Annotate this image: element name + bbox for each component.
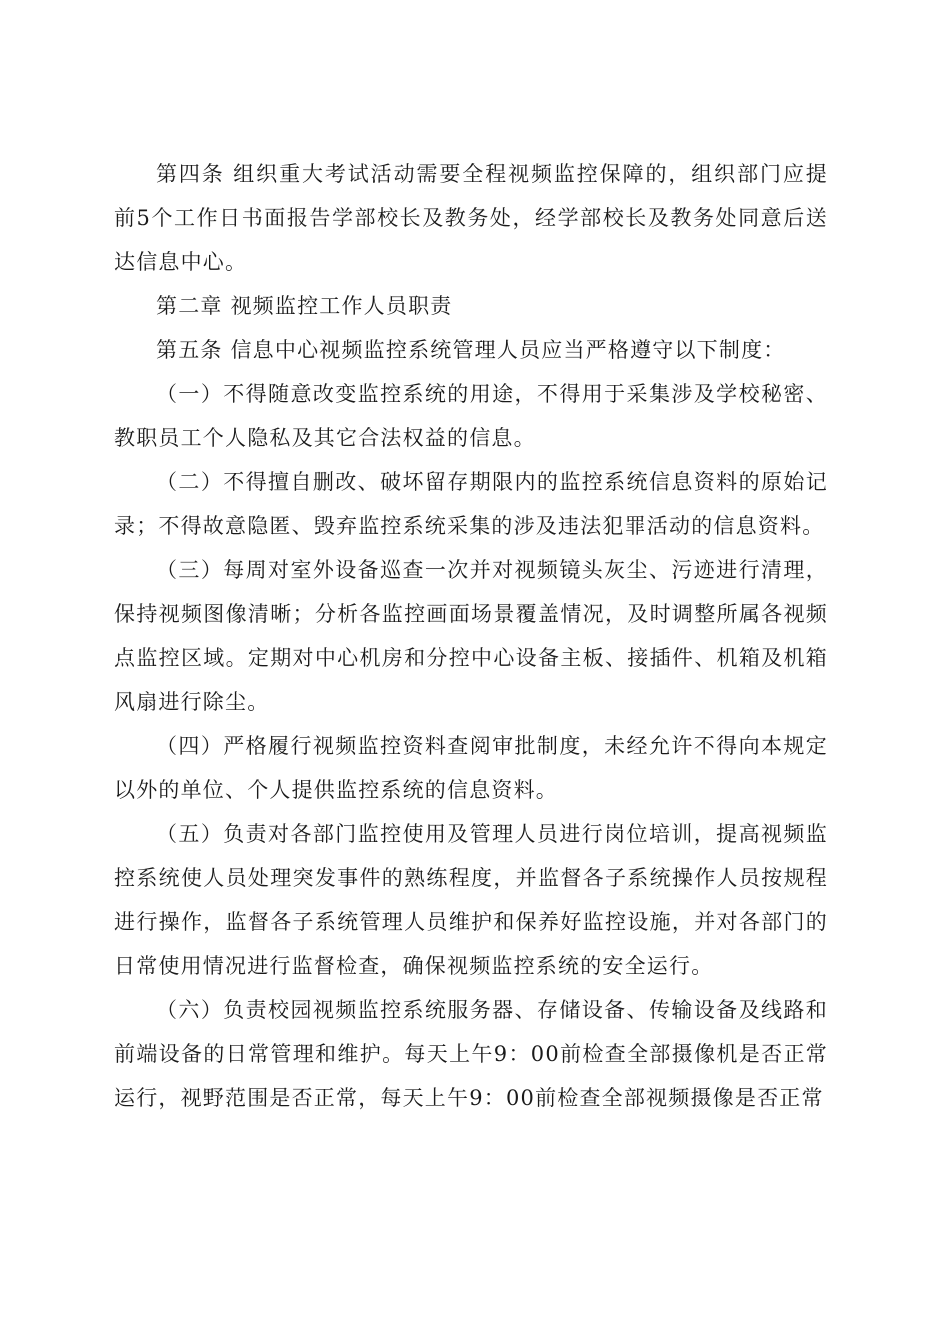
clause-3: （三）每周对室外设备巡查一次并对视频镜头灰尘、污迹进行清理，保持视频图像清晰；分析各监控画面场景覆盖情况，及时调整所属各视频点监控区域。定期对中心机房和分控中心设备主板、接插件、机箱及机箱风扇进行除尘。 — [114, 558, 828, 714]
clause-5: （五）负责对各部门监控使用及管理人员进行岗位培训，提高视频监控系统使人员处理突发事件的熟练程度，并监督各子系统操作人员按规程进行操作，监督各子系统管理人员维护和保养好监控设施，并对各部门的日常使用情况进行监督检查，确保视频监控系统的安全运行。 — [114, 822, 828, 978]
clause-1: （一）不得随意改变监控系统的用途，不得用于采集涉及学校秘密、教职员工个人隐私及其它合法权益的信息。 — [114, 382, 828, 450]
chapter-2-heading: 第二章 视频监控工作人员职责 — [156, 294, 453, 318]
clause-2: （二）不得擅自删改、破坏留存期限内的监控系统信息资料的原始记录；不得故意隐匿、毁弃监控系统采集的涉及违法犯罪活动的信息资料。 — [114, 470, 828, 538]
clause-4: （四）严格履行视频监控资料查阅审批制度，未经允许不得向本规定以外的单位、个人提供监控系统的信息资料。 — [114, 734, 828, 802]
paragraph-article-5: 第五条 信息中心视频监控系统管理人员应当严格遵守以下制度： — [156, 338, 786, 362]
document-body — [114, 152, 828, 1120]
paragraph-article-4: 第四条 组织重大考试活动需要全程视频监控保障的，组织部门应提前5个工作日书面报告学部校长及教务处，经学部校长及教务处同意后送达信息中心。 — [114, 162, 828, 274]
clause-6: （六）负责校园视频监控系统服务器、存储设备、传输设备及线路和前端设备的日常管理和维护。每天上午9：00前检查全部摄像机是否正常运行，视野范围是否正常，每天上午9：00前检查全部视频摄像是否正常 — [114, 998, 828, 1110]
